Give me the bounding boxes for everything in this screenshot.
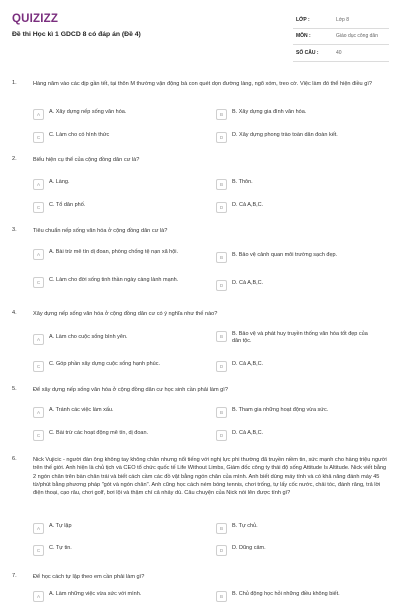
option-d[interactable] — [216, 280, 372, 291]
option-b[interactable] — [216, 523, 372, 534]
option-letter-box: D — [216, 545, 227, 556]
option-d[interactable] — [216, 132, 372, 143]
option-letter-box: D — [216, 280, 227, 291]
question-text: Hàng năm vào các dịp gần tết, tại thôn M thường vận động bà con quét dọn đường làng, ngõ xóm, treo cờ. Việc làm đó thể hiện điều gì? — [33, 81, 373, 87]
question-number: 7. — [12, 573, 17, 579]
question-text: Tiêu chuẩn nếp sống văn hóa ở cộng đồng dân cư là? — [33, 228, 168, 234]
question-number: 3. — [12, 227, 17, 233]
option-letter-box: C — [33, 132, 44, 143]
option-text: D. Cả A,B,C. — [232, 202, 264, 208]
option-letter-box: A — [33, 591, 44, 602]
option-d[interactable] — [216, 545, 372, 556]
option-d[interactable] — [216, 361, 372, 372]
meta-row-class — [293, 12, 389, 29]
option-letter-box: B — [216, 252, 227, 263]
option-text: B. Thôn. — [232, 179, 253, 185]
option-b[interactable] — [216, 591, 372, 602]
question-text: Để xây dựng nếp sống văn hóa ở cộng đồng dân cư học sinh cần phải làm gì? — [33, 387, 228, 393]
option-letter-box: A — [33, 334, 44, 345]
quizizz-logo: QUIZIZZ — [12, 13, 59, 25]
question-number: 5. — [12, 386, 17, 392]
meta-row-count — [293, 45, 389, 62]
option-text: D. Cả A,B,C. — [232, 430, 264, 436]
meta-label: SỐ CÂU : — [296, 49, 319, 56]
page-header — [0, 0, 400, 65]
option-text: B. Xây dựng gia đình văn hóa. — [232, 109, 307, 115]
question-number: 2. — [12, 156, 17, 162]
option-b[interactable] — [216, 252, 372, 263]
option-letter-box: D — [216, 430, 227, 441]
option-text: A. Tránh các việc làm xấu. — [49, 407, 114, 413]
option-letter-box: C — [33, 361, 44, 372]
option-letter-box: A — [33, 523, 44, 534]
question-number: 6. — [12, 456, 17, 462]
meta-value: Giáo dục công dân — [336, 33, 378, 40]
option-text: D. Dũng cảm. — [232, 545, 266, 551]
option-letter-box: B — [216, 179, 227, 190]
option-text: B. Bảo vệ cảnh quan môi trường sạch đẹp. — [232, 252, 338, 258]
option-letter-box: B — [216, 407, 227, 418]
option-d[interactable] — [216, 430, 372, 441]
option-text: B. Tự chủ. — [232, 523, 258, 529]
question-text: Nick Vujicic - người đàn ông không tay không chân nhưng nổi tiếng với nghị lực phi thường đã truyền niềm tin, sức mạnh cho hàng triệu người trên thế giới. Anh hiện là chủ tịch và CEO tổ chức quốc tế Life Without Limbs, Giám đốc công ty thái độ sống Attitude Is Altitude. Nick viết bằng 2 ngón chân trên bàn chân trái và biết cách cầm các đồ vật bằng ngón chân của mình. Anh biết dùng máy tính và có khả năng đánh máy 45 từ/phút bằng phương pháp "gót và ngón chân". Anh cũng học cách ném bóng tennis, chơi trống, tự lấy cốc nước, chải tóc, đánh răng, trả lời điện thoại, cạo râu, chơi golf, bơi lội và thậm chí cả nhảy dù. Câu chuyện của Nick nói lên được tính gì? — [33, 457, 387, 497]
option-text: B. Tham gia những hoạt động vừa sức. — [232, 407, 329, 413]
option-text: A. Làm những việc vừa sức với mình. — [49, 591, 142, 597]
option-text: C. Làm cho đời sống tinh thần ngày càng lành mạnh. — [49, 277, 179, 283]
option-text: B. Chủ động học hỏi những điều không biết. — [232, 591, 340, 597]
option-letter-box: C — [33, 430, 44, 441]
option-letter-box: B — [216, 109, 227, 120]
option-letter-box: B — [216, 331, 227, 342]
option-text: A. Làng. — [49, 179, 70, 185]
option-letter-box: A — [33, 179, 44, 190]
option-text: A. Làm cho cuộc sống bình yên. — [49, 334, 128, 340]
option-c[interactable] — [33, 361, 189, 372]
option-a[interactable] — [33, 179, 189, 190]
question-text: Biểu hiện cụ thể của cộng đồng dân cư là? — [33, 157, 140, 163]
option-text: C. Làm cho có hình thức — [49, 132, 110, 138]
option-c[interactable] — [33, 277, 189, 288]
document-title: Đề thi Học kì 1 GDCD 8 có đáp án (Đề 4) — [12, 31, 141, 38]
option-a[interactable] — [33, 407, 189, 418]
option-text: D. Cả A,B,C. — [232, 280, 264, 286]
option-letter-box: B — [216, 591, 227, 602]
question-number: 4. — [12, 310, 17, 316]
option-text: D. Xây dựng phong trào toàn dân đoàn kết. — [232, 132, 338, 138]
meta-label: LỚP : — [296, 16, 310, 23]
option-letter-box: C — [33, 277, 44, 288]
option-d[interactable] — [216, 202, 372, 213]
option-letter-box: A — [33, 407, 44, 418]
question-number: 1. — [12, 80, 17, 86]
meta-label: MÔN : — [296, 33, 311, 40]
option-a[interactable] — [33, 591, 189, 602]
option-letter-box: D — [216, 202, 227, 213]
meta-value: 40 — [336, 49, 342, 56]
question-text: Để học cách tự lập theo em cần phải làm gì? — [33, 574, 145, 580]
meta-value: Lớp 8 — [336, 16, 350, 23]
option-text: C. Bài trừ các hoạt động mê tín, dị đoan. — [49, 430, 149, 436]
option-letter-box: B — [216, 523, 227, 534]
meta-row-subject — [293, 29, 389, 46]
option-a[interactable] — [33, 249, 189, 260]
option-a[interactable] — [33, 109, 189, 120]
option-b[interactable] — [216, 179, 372, 190]
option-letter-box: D — [216, 361, 227, 372]
option-letter-box: A — [33, 109, 44, 120]
option-text: A. Tự lập — [49, 523, 72, 529]
option-letter-box: C — [33, 202, 44, 213]
option-a[interactable] — [33, 334, 189, 345]
option-letter-box: D — [216, 132, 227, 143]
option-text: A. Xây dựng nếp sống văn hóa. — [49, 109, 127, 115]
option-c[interactable] — [33, 430, 189, 441]
option-text: C. Tự tin. — [49, 545, 72, 551]
option-text: C. Góp phần xây dựng cuộc sống hạnh phúc. — [49, 361, 161, 367]
option-text: B. Bảo vệ và phát huy truyền thống văn hóa tốt đẹp của dân tộc. — [232, 331, 368, 344]
option-text: A. Bài trừ mê tín dị đoan, phòng chống tệ nạn xã hội. — [49, 249, 179, 255]
question-text: Xây dựng nếp sống văn hóa ở cộng đồng dân cư có ý nghĩa như thế nào? — [33, 311, 218, 317]
option-letter-box: C — [33, 545, 44, 556]
option-b[interactable] — [216, 407, 372, 418]
meta-table — [293, 12, 389, 62]
option-text: D. Cả A,B,C. — [232, 361, 264, 367]
option-text: C. Tổ dân phố. — [49, 202, 86, 208]
option-letter-box: A — [33, 249, 44, 260]
option-c[interactable] — [33, 132, 189, 143]
option-c[interactable] — [33, 202, 189, 213]
option-a[interactable] — [33, 523, 189, 534]
option-b[interactable] — [216, 109, 372, 120]
option-c[interactable] — [33, 545, 189, 556]
option-b[interactable] — [216, 331, 372, 345]
